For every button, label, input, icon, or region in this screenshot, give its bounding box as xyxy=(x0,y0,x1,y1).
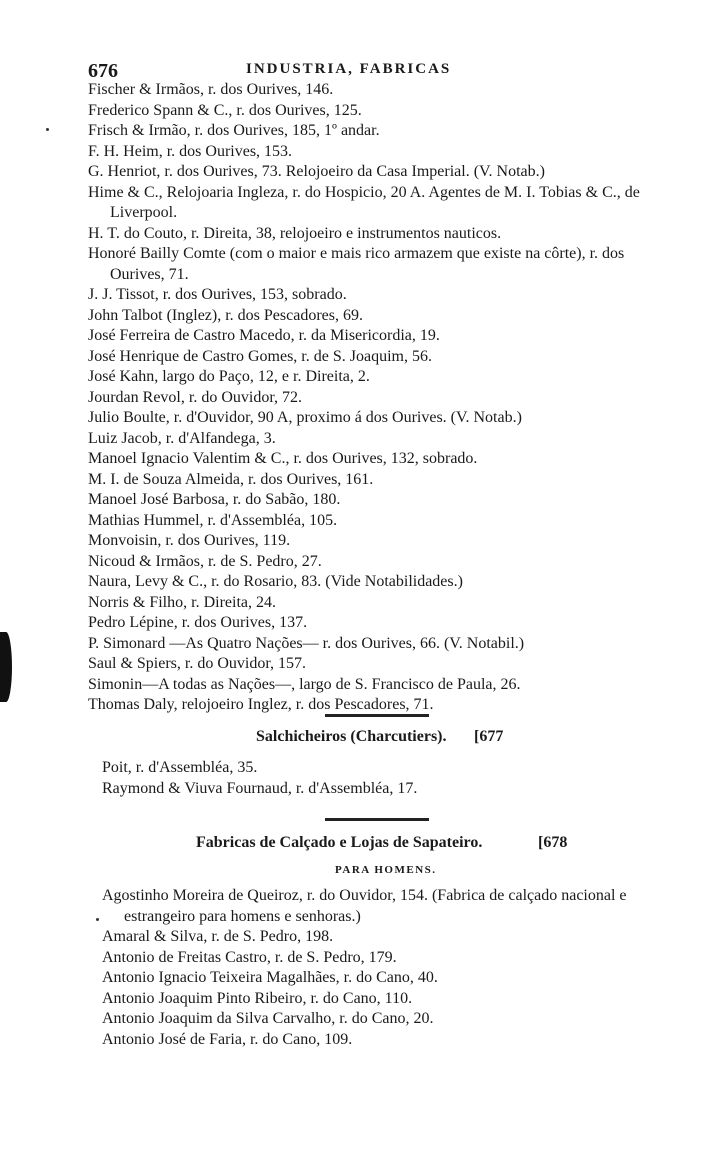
margin-mark xyxy=(46,128,49,131)
directory-entry: M. I. de Souza Almeida, r. dos Ourives, 161. xyxy=(88,470,374,488)
page-header xyxy=(88,58,648,82)
directory-entry: Agostinho Moreira de Queiroz, r. do Ouvidor, 154. (Fabrica de calçado nacional e estrangeiro para homens e senhoras.) xyxy=(102,887,627,925)
margin-mark xyxy=(96,918,99,921)
directory-entry: Nicoud & Irmãos, r. de S. Pedro, 27. xyxy=(88,552,322,570)
directory-entry: Simonin—A todas as Nações—, largo de S. Francisco de Paula, 26. xyxy=(88,675,521,693)
directory-entry: Luiz Jacob, r. d'Alfandega, 3. xyxy=(88,429,276,447)
binding-shadow xyxy=(0,632,12,702)
subheading-para-homens: PARA HOMENS. xyxy=(335,864,437,876)
directory-entry: José Ferreira de Castro Macedo, r. da Misericordia, 19. xyxy=(88,327,440,344)
directory-entry: Mathias Hummel, r. d'Assembléa, 105. xyxy=(88,511,338,529)
directory-entry: Frisch & Irmão, r. dos Ourives, 185, 1º andar. xyxy=(88,122,380,139)
directory-entry: F. H. Heim, r. dos Ourives, 153. xyxy=(88,142,293,160)
directory-entry: Monvoisin, r. dos Ourives, 119. xyxy=(88,532,291,549)
directory-entry: Antonio José de Faria, r. do Cano, 109. xyxy=(102,1030,353,1048)
directory-entry: Jourdan Revol, r. do Ouvidor, 72. xyxy=(88,388,303,406)
directory-entry: Raymond & Viuva Fournaud, r. d'Assembléa, 17. xyxy=(102,779,418,797)
directory-entry: Thomas Daly, relojoeiro Inglez, r. dos Pescadores, 71. xyxy=(88,696,434,713)
directory-entry: Antonio Joaquim Pinto Ribeiro, r. do Cano, 110. xyxy=(102,989,413,1007)
directory-entry: J. J. Tissot, r. dos Ourives, 153, sobrado. xyxy=(88,286,347,303)
directory-entry: Poit, r. d'Assembléa, 35. xyxy=(102,759,258,776)
directory-entry: Hime & C., Relojoaria Ingleza, r. do Hospicio, 20 A. Agentes de M. I. Tobias & C., de Liverpool. xyxy=(88,183,640,221)
section-number-678: [678 xyxy=(538,834,568,851)
directory-entry: Pedro Lépine, r. dos Ourives, 137. xyxy=(88,614,308,631)
directory-entry: John Talbot (Inglez), r. dos Pescadores, 69. xyxy=(88,306,363,324)
running-head: INDUSTRIA, FABRICAS xyxy=(246,61,452,77)
section-number-677: [677 xyxy=(474,728,504,745)
section-title-calcado: Fabricas de Calçado e Lojas de Sapateiro. xyxy=(196,834,483,851)
page-number: 676 xyxy=(88,60,118,82)
directory-entry: Naura, Levy & C., r. do Rosario, 83. (Vide Notabilidades.) xyxy=(88,573,463,590)
directory-entry: Saul & Spiers, r. do Ouvidor, 157. xyxy=(88,655,307,672)
watchmakers-list xyxy=(88,80,668,716)
section-divider xyxy=(325,818,429,821)
directory-entry: P. Simonard —As Quatro Nações— r. dos Ourives, 66. (V. Notabil.) xyxy=(88,634,525,652)
directory-entry: H. T. do Couto, r. Direita, 38, relojoeiro e instrumentos nauticos. xyxy=(88,224,502,242)
salchicheiros-list xyxy=(102,758,662,799)
directory-entry: Fischer & Irmãos, r. dos Ourives, 146. xyxy=(88,81,334,98)
directory-entry: Manoel Ignacio Valentim & C., r. dos Ourives, 132, sobrado. xyxy=(88,450,478,467)
directory-entry: José Kahn, largo do Paço, 12, e r. Direita, 2. xyxy=(88,368,370,385)
directory-entry: Honoré Bailly Comte (com o maior e mais rico armazem que existe na côrte), r. dos Ourives, 71. xyxy=(88,245,625,283)
directory-entry: Frederico Spann & C., r. dos Ourives, 125. xyxy=(88,101,362,119)
section-divider xyxy=(325,714,429,717)
directory-entry: G. Henriot, r. dos Ourives, 73. Relojoeiro da Casa Imperial. (V. Notab.) xyxy=(88,163,545,180)
directory-entry: Julio Boulte, r. d'Ouvidor, 90 A, proximo á dos Ourives. (V. Notab.) xyxy=(88,409,522,426)
directory-entry: Antonio Ignacio Teixeira Magalhães, r. do Cano, 40. xyxy=(102,969,438,986)
directory-entry: Manoel José Barbosa, r. do Sabão, 180. xyxy=(88,491,341,508)
directory-entry: Antonio Joaquim da Silva Carvalho, r. do Cano, 20. xyxy=(102,1010,434,1027)
shoemakers-list xyxy=(102,886,672,1050)
directory-entry: Amaral & Silva, r. de S. Pedro, 198. xyxy=(102,928,334,945)
section-title-salchicheiros: Salchicheiros (Charcutiers). xyxy=(256,728,447,745)
directory-entry: Antonio de Freitas Castro, r. de S. Pedro, 179. xyxy=(102,948,397,966)
directory-entry: Norris & Filho, r. Direita, 24. xyxy=(88,593,276,611)
directory-entry: José Henrique de Castro Gomes, r. de S. Joaquim, 56. xyxy=(88,347,432,365)
